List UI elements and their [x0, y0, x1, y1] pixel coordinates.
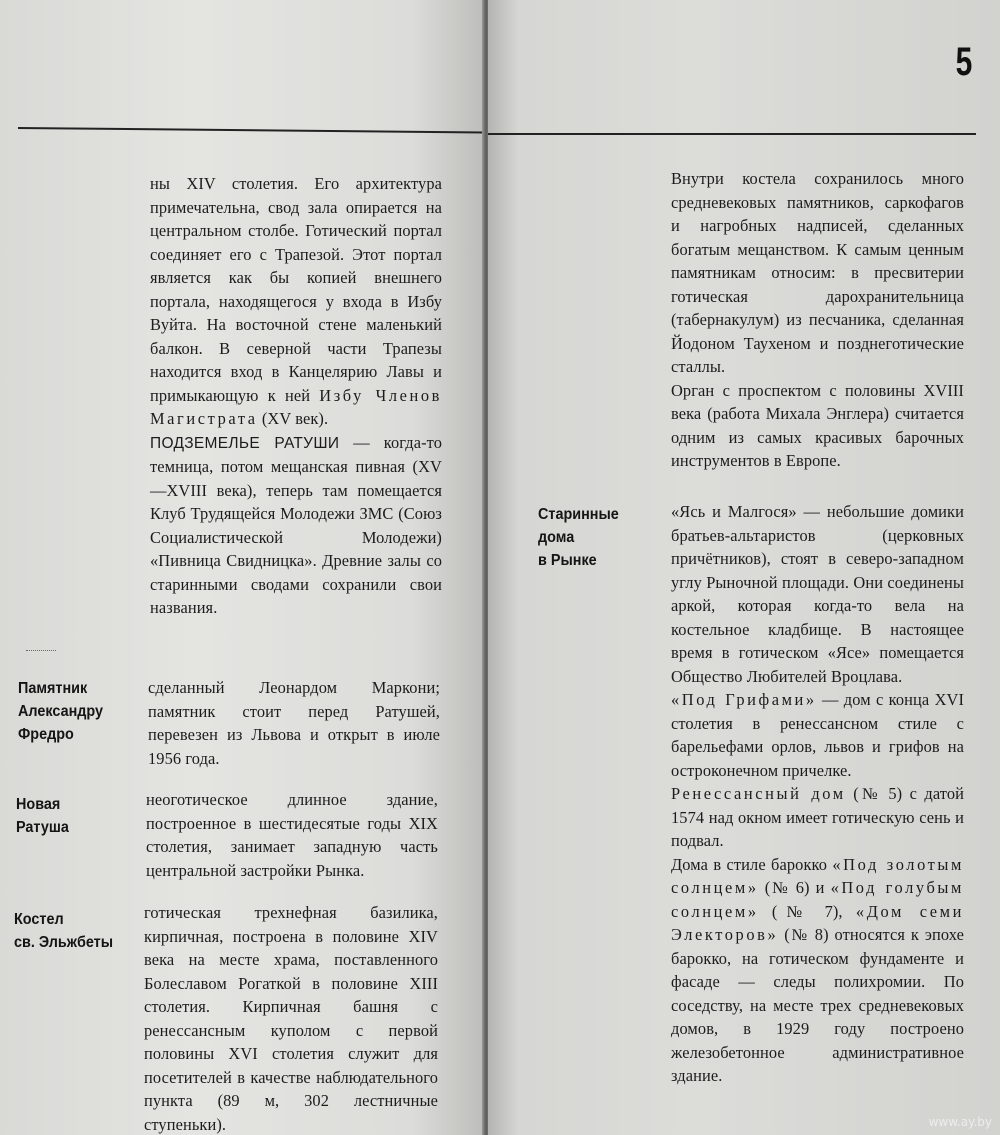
- right-church-text: [671, 167, 964, 473]
- entry-text-fredro: сделанный Леонардом Маркони; памятник стоит перед Ратушей, перевезен из Львова и открыт в июле 1956 года.: [148, 678, 440, 768]
- spaced-phrase-seven-electors: «Дом семи Электоров»: [671, 901, 964, 944]
- houses-paragraph-1: «Ясь и Малгося» — небольшие домики братьев-альтаристов (церковных причётников), стоят в северо-западном углу Рыночной площади. Они соединены аркой, которая когда-то вела на костельное кладбище. В настоящее время в готическом «Ясе» помещается Общество Любителей Вроцлава.: [671, 502, 964, 686]
- watermark: www.ay.by: [928, 1115, 992, 1129]
- entry-text-st-elizabeth: готическая трехнефная базилика, кирпичная, построена в половине XIV века на месте храма, поставленного Болеславом Рогаткой в половине XIII столетия. Кирпичная башня с ренессансным куполом с первой половины XVI столетия служит для посетителей в качестве наблюдательного пункта (89 м, 302 лестничные ступеньки).: [144, 903, 438, 1134]
- houses-paragraph-3: Ренессансный дом (№ 5) с датой 1574 над окном имеет готическую сень и подвал.: [671, 784, 964, 850]
- entry-heading-new-town-hall: Новая Ратуша: [16, 796, 69, 836]
- spaced-phrase-renaissance: Ренессансный дом: [671, 784, 846, 803]
- spaced-phrase-magistrat: Избу Членов Магистрата: [150, 385, 442, 428]
- entry-heading-st-elizabeth: Костел св. Эльжбеты: [14, 911, 114, 951]
- church-paragraph-2: Орган с проспектом с половины XVIII века (работа Михала Энглера) считается одним из самых красивых барочных инструментов в Европе.: [671, 380, 964, 470]
- entry-text-new-town-hall: неоготическое длинное здание, построенное в шестидесятые годы XIX столетия, занимает западную часть центральной застройки Рынка.: [146, 790, 438, 880]
- underground-paragraph: ПОДЗЕМЕЛЬЕ РАТУШИ — когда-то темница, потом мещанская пивная (XV—XVIII века), теперь там помещается Клуб Трудящейся Молодежи ЗМС (Союз Социалистической Молодежи) «Пивница Свидницка». Древние залы со старинными сводами сохранили свои названия.: [150, 432, 443, 617]
- spaced-phrase-blue-sun: «Под голубым солнцем»: [671, 878, 964, 921]
- spaced-phrase-griffins: «Под Грифами»: [671, 690, 817, 709]
- right-page: [488, 0, 1000, 1135]
- old-houses-text: [671, 500, 964, 1088]
- spaced-phrase-golden-sun: «Под золотым солнцем»: [671, 854, 964, 897]
- entry-heading-fredro: Памятник Александру Фредро: [18, 680, 104, 743]
- caps-phrase-underground: ПОДЗЕМЕЛЬЕ РАТУШИ: [150, 434, 340, 452]
- left-page: [0, 0, 484, 1135]
- entry-heading-old-houses: Старинные дома в Рынке: [538, 506, 619, 569]
- continuation-paragraph: ны XIV столетия. Его архитектура примечательна, свод зала опирается на центральном столбе. Готический портал соединяет его с Трапезой. Этот портал является как бы копией внешнего портала, находящегося у входа в Избу Вуйта. На восточной стене маленький балкон. В северной части Трапезы находится вход в Канцелярию Лавы и примыкающую к ней Избу Членов Магистрата (XV век).: [150, 174, 442, 428]
- left-header-rule: [18, 127, 484, 133]
- houses-paragraph-2: «Под Грифами» — дом с конца XVI столетия в ренессансном стиле с барельефами орлов, львов и грифов на остроконечном причелке.: [671, 690, 965, 780]
- left-continuation-text: [150, 172, 442, 620]
- page-number: 5: [955, 40, 972, 84]
- houses-paragraph-4: Дома в стиле барокко «Под золотым солнцем» (№ 6) и «Под голубым солнцем» (№ 7), «Дом семи Электоров» (№ 8) относятся к эпохе барокко, на готическом фундаменте и фасаде — следы полихромии. По соседству, на месте трех средневековых домов, в 1929 году построено железобетонное административное здание.: [671, 854, 964, 1085]
- dotted-divider: [26, 650, 56, 651]
- right-header-rule: [488, 133, 976, 135]
- church-paragraph-1: Внутри костела сохранилось много средневековых памятников, саркофагов и нагробных надписей, сделанных богатым мещанством. К самым ценным памятникам относим: в пресвитерии готическая дарохранительница (табернакулум) из песчаника, сделанная Йодоном Таухеном и позднеготические сталлы.: [671, 169, 964, 376]
